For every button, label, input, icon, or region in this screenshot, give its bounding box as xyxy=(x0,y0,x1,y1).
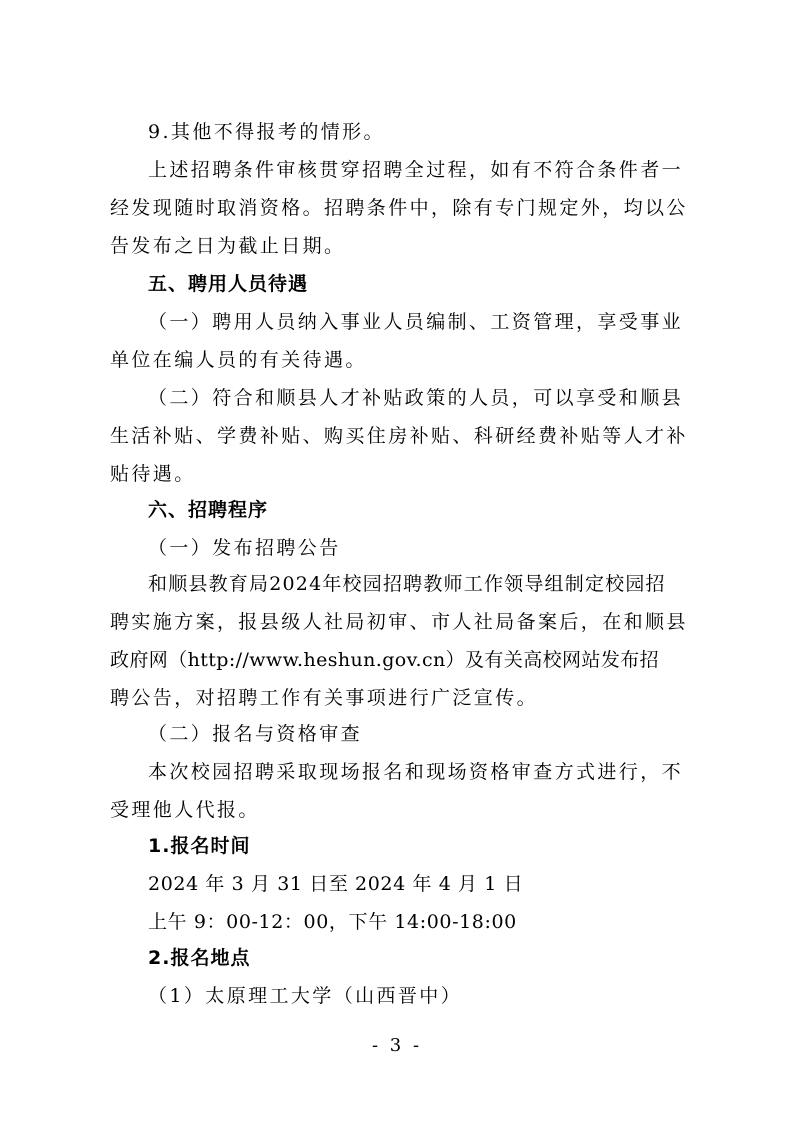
section-heading: 六、招聘程序 xyxy=(148,499,269,521)
paragraph-line: （一）聘用人员纳入事业人员编制、工资管理，享受事业 xyxy=(148,311,684,333)
paragraph-line: 单位在编人员的有关待遇。 xyxy=(110,349,367,371)
subsection-heading: （一）发布招聘公告 xyxy=(148,537,341,559)
item-heading: 2.报名地点 xyxy=(148,947,251,969)
paragraph-line: 9.其他不得报考的情形。 xyxy=(148,121,385,143)
paragraph-line: 2024 年 3 月 31 日至 2024 年 4 月 1 日 xyxy=(148,873,524,895)
paragraph-line: 聘实施方案，报县级人社局初审、市人社局备案后，在和顺县 xyxy=(110,611,688,633)
paragraph-line: 本次校园招聘采取现场报名和现场资格审查方式进行，不 xyxy=(148,761,684,783)
section-heading: 五、聘用人员待遇 xyxy=(148,273,309,295)
paragraph-line: 聘公告，对招聘工作有关事项进行广泛宣传。 xyxy=(110,687,539,709)
paragraph-line: 经发现随时取消资格。招聘条件中，除有专门规定外，均以公 xyxy=(110,197,688,219)
paragraph-line: 受理他人代报。 xyxy=(110,799,260,821)
paragraph-line: 和顺县教育局2024年校园招聘教师工作领导组制定校园招 xyxy=(148,573,666,595)
paragraph-line: 告发布之日为截止日期。 xyxy=(110,235,346,257)
paragraph-line: 上述招聘条件审核贯穿招聘全过程，如有不符合条件者一 xyxy=(148,159,684,181)
paragraph-line: 贴待遇。 xyxy=(110,463,196,485)
paragraph-line: 生活补贴、学费补贴、购买住房补贴、科研经费补贴等人才补 xyxy=(110,425,688,447)
paragraph-line: 政府网（http://www.heshun.gov.cn）及有关高校网站发布招 xyxy=(110,649,660,671)
paragraph-line: 上午 9：00-12：00，下午 14:00-18:00 xyxy=(148,911,517,933)
item-heading: 1.报名时间 xyxy=(148,835,251,857)
paragraph-line: （1）太原理工大学（山西晋中） xyxy=(148,985,463,1007)
paragraph-line: （二）符合和顺县人才补贴政策的人员，可以享受和顺县 xyxy=(148,387,684,409)
page-number: - 3 - xyxy=(371,1035,423,1056)
subsection-heading: （二）报名与资格审查 xyxy=(148,723,363,745)
